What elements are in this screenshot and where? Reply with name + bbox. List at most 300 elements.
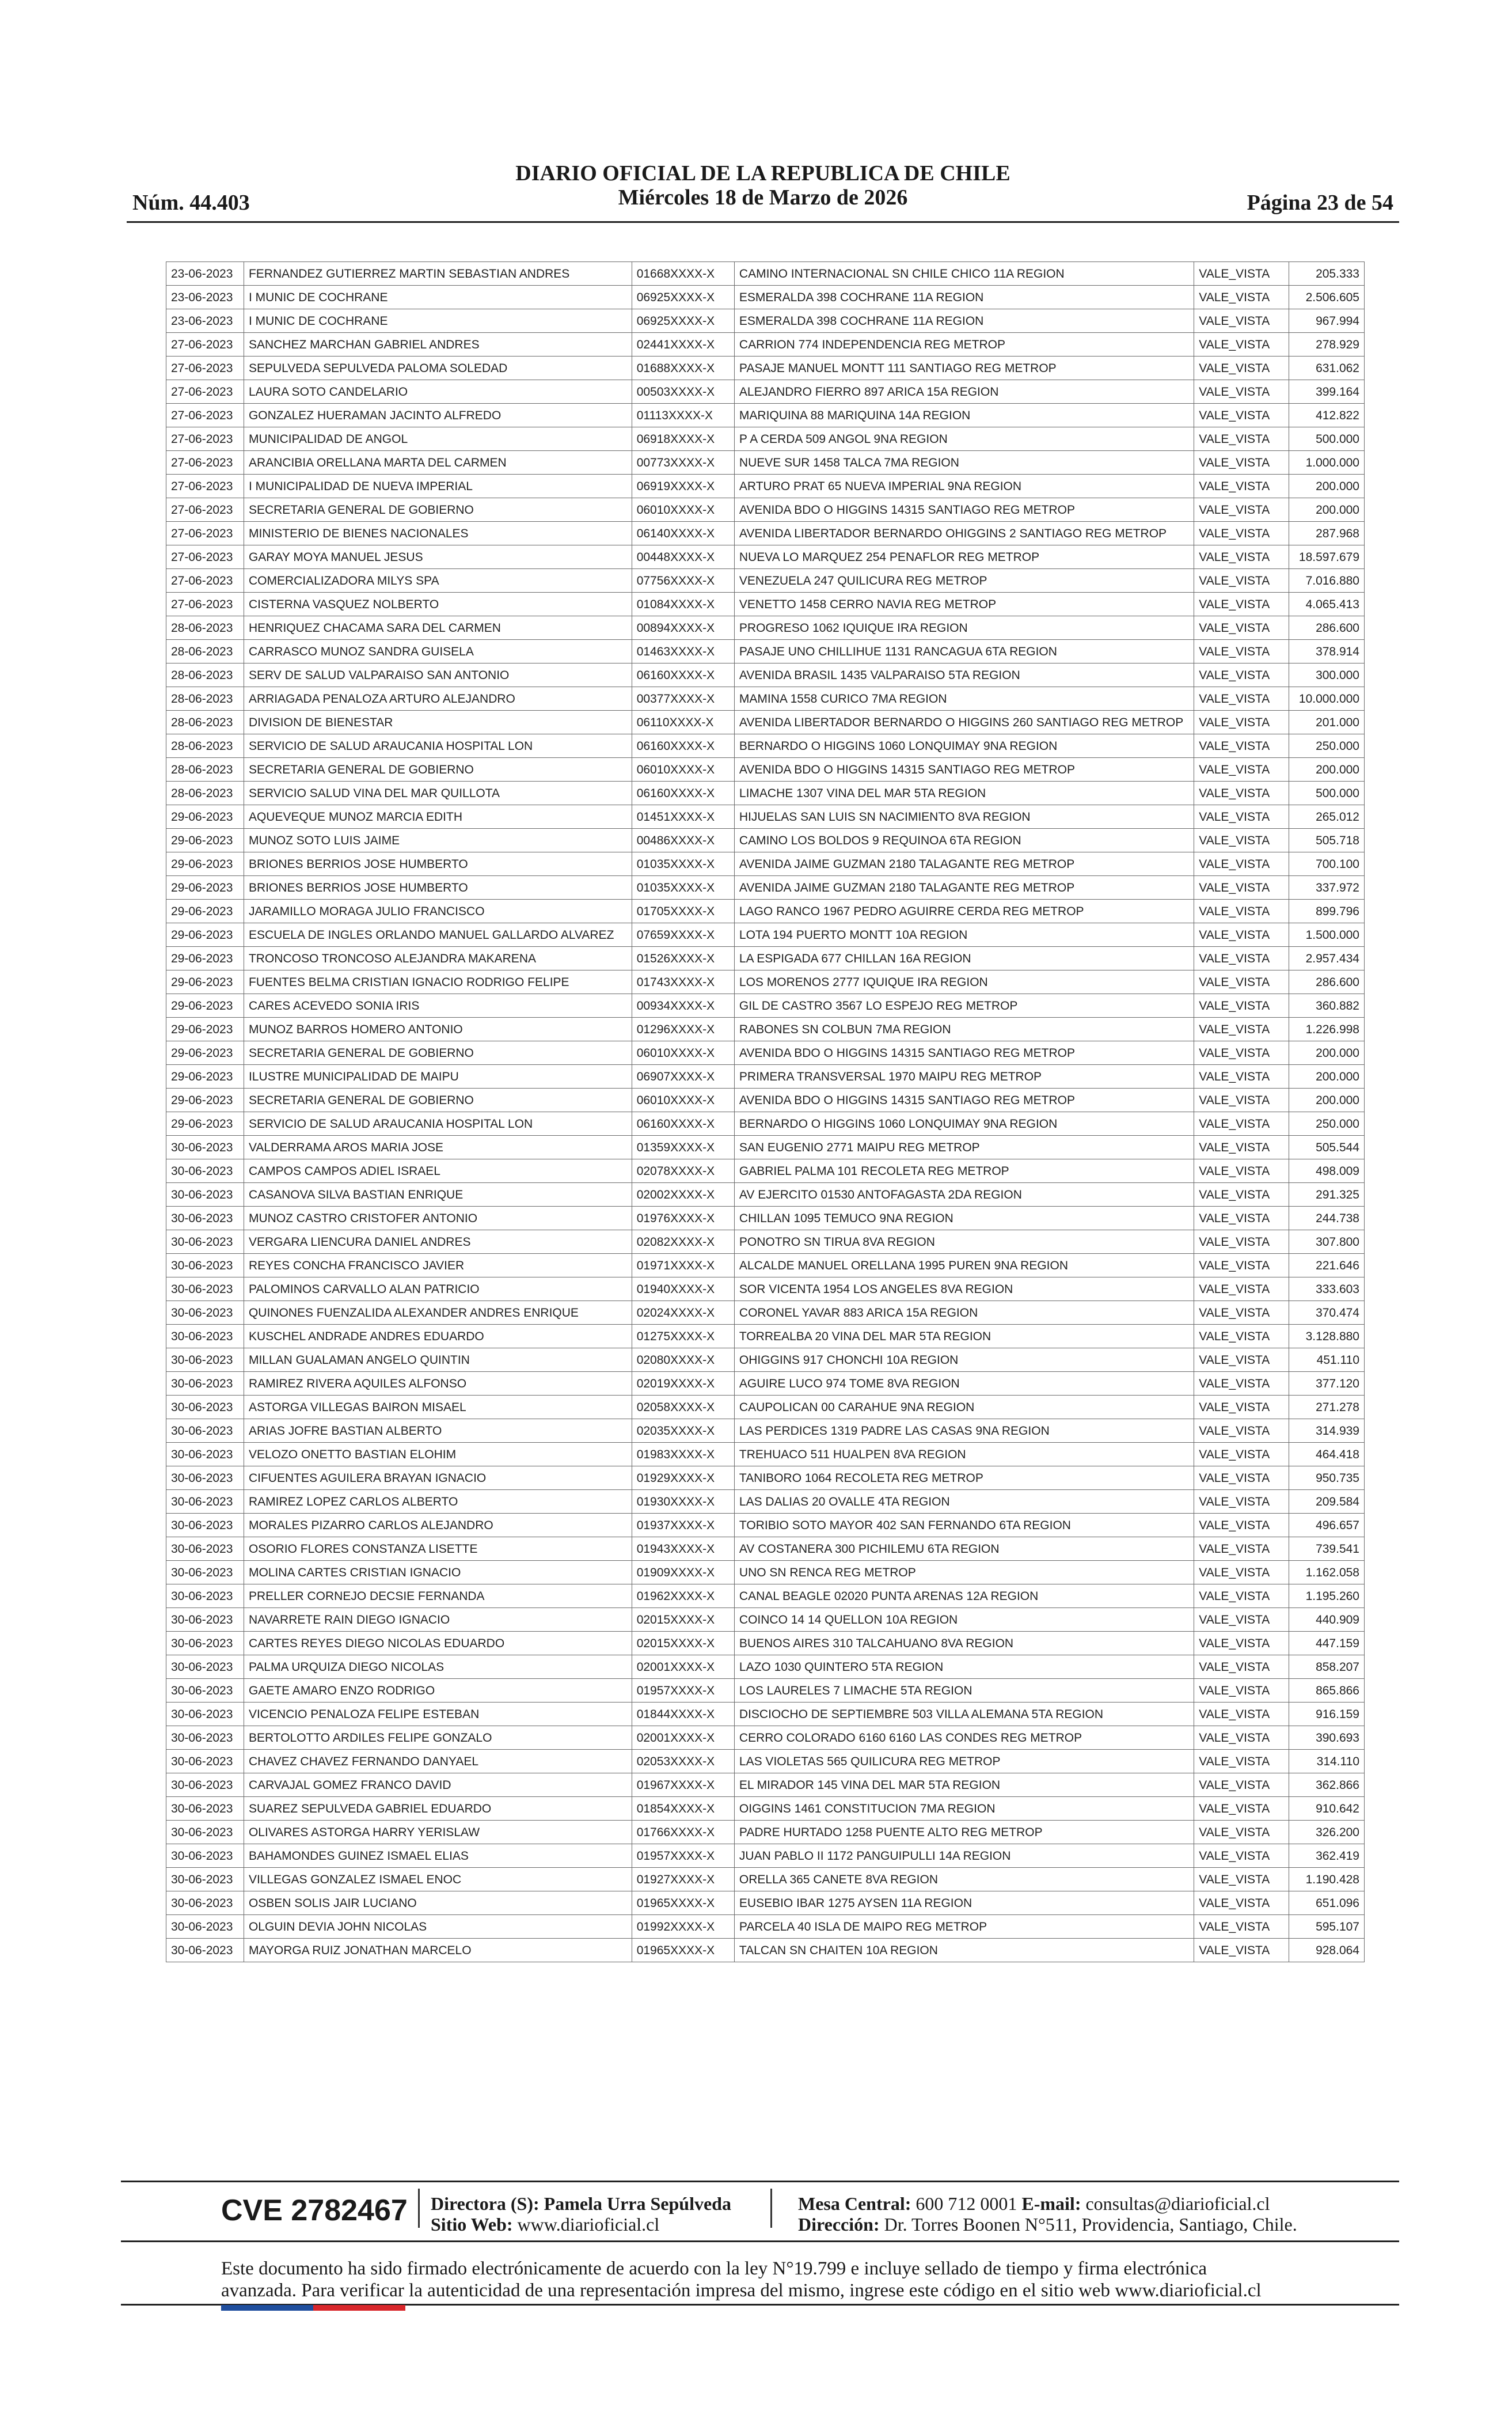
name-cell: CARVAJAL GOMEZ FRANCO DAVID <box>244 1773 632 1797</box>
address-cell: AVENIDA BDO O HIGGINS 14315 SANTIAGO REG METROP <box>734 498 1194 522</box>
name-cell: BRIONES BERRIOS JOSE HUMBERTO <box>244 876 632 900</box>
amount-cell: 631.062 <box>1289 357 1365 380</box>
rut-cell: 01275XXXX-X <box>632 1325 734 1348</box>
table-row <box>166 1868 1365 1891</box>
amount-cell: 200.000 <box>1289 758 1365 782</box>
date-cell: 30-06-2023 <box>166 1207 244 1230</box>
address-cell: LAGO RANCO 1967 PEDRO AGUIRRE CERDA REG METROP <box>734 900 1194 923</box>
name-cell: SERVICIO SALUD VINA DEL MAR QUILLOTA <box>244 782 632 805</box>
table-row <box>166 1372 1365 1396</box>
address-cell: SOR VICENTA 1954 LOS ANGELES 8VA REGION <box>734 1277 1194 1301</box>
page-number: Página 23 de 54 <box>1247 191 1393 215</box>
rut-cell: 01296XXXX-X <box>632 1018 734 1041</box>
rut-cell: 06160XXXX-X <box>632 782 734 805</box>
address-cell: BERNARDO O HIGGINS 1060 LONQUIMAY 9NA REGION <box>734 1112 1194 1136</box>
address-cell: CARRION 774 INDEPENDENCIA REG METROP <box>734 333 1194 357</box>
name-cell: SERVICIO DE SALUD ARAUCANIA HOSPITAL LON <box>244 734 632 758</box>
table-row <box>166 1797 1365 1821</box>
date-cell: 30-06-2023 <box>166 1844 244 1868</box>
rut-cell: 01084XXXX-X <box>632 593 734 616</box>
payment-method-cell: VALE_VISTA <box>1194 1608 1289 1632</box>
address-cell: AVENIDA BDO O HIGGINS 14315 SANTIAGO REG METROP <box>734 1089 1194 1112</box>
table-row <box>166 1561 1365 1584</box>
address-cell: CANAL BEAGLE 02020 PUNTA ARENAS 12A REGION <box>734 1584 1194 1608</box>
email-link[interactable]: consultas@diarioficial.cl <box>1085 2193 1270 2214</box>
amount-cell: 278.929 <box>1289 333 1365 357</box>
rut-cell: 02035XXXX-X <box>632 1419 734 1443</box>
date-cell: 30-06-2023 <box>166 1325 244 1348</box>
name-cell: I MUNICIPALIDAD DE NUEVA IMPERIAL <box>244 475 632 498</box>
footer-separator <box>770 2189 772 2228</box>
amount-cell: 200.000 <box>1289 475 1365 498</box>
payment-method-cell: VALE_VISTA <box>1194 498 1289 522</box>
payment-method-cell: VALE_VISTA <box>1194 1112 1289 1136</box>
amount-cell: 1.000.000 <box>1289 451 1365 475</box>
address-cell: NUEVA LO MARQUEZ 254 PENAFLOR REG METROP <box>734 545 1194 569</box>
date-cell: 30-06-2023 <box>166 1537 244 1561</box>
rut-cell: 01743XXXX-X <box>632 970 734 994</box>
date-cell: 29-06-2023 <box>166 852 244 876</box>
date-cell: 27-06-2023 <box>166 522 244 545</box>
rut-cell: 02015XXXX-X <box>632 1632 734 1655</box>
table-row <box>166 1584 1365 1608</box>
rut-cell: 00894XXXX-X <box>632 616 734 640</box>
address-cell: AV EJERCITO 01530 ANTOFAGASTA 2DA REGION <box>734 1183 1194 1207</box>
payment-method-cell: VALE_VISTA <box>1194 262 1289 286</box>
rut-cell: 00448XXXX-X <box>632 545 734 569</box>
name-cell: ARIAS JOFRE BASTIAN ALBERTO <box>244 1419 632 1443</box>
date-cell: 28-06-2023 <box>166 782 244 805</box>
table-row <box>166 286 1365 309</box>
payment-method-cell: VALE_VISTA <box>1194 545 1289 569</box>
table-row <box>166 1632 1365 1655</box>
payment-method-cell: VALE_VISTA <box>1194 593 1289 616</box>
amount-cell: 739.541 <box>1289 1537 1365 1561</box>
payment-method-cell: VALE_VISTA <box>1194 1207 1289 1230</box>
amount-cell: 505.544 <box>1289 1136 1365 1159</box>
table-row <box>166 1159 1365 1183</box>
date-cell: 27-06-2023 <box>166 357 244 380</box>
date-cell: 30-06-2023 <box>166 1584 244 1608</box>
table-row <box>166 593 1365 616</box>
address-cell: AGUIRE LUCO 974 TOME 8VA REGION <box>734 1372 1194 1396</box>
date-cell: 28-06-2023 <box>166 758 244 782</box>
address-cell: TANIBORO 1064 RECOLETA REG METROP <box>734 1466 1194 1490</box>
name-cell: GAETE AMARO ENZO RODRIGO <box>244 1679 632 1703</box>
rut-cell: 02001XXXX-X <box>632 1655 734 1679</box>
date-cell: 29-06-2023 <box>166 947 244 970</box>
payment-method-cell: VALE_VISTA <box>1194 994 1289 1018</box>
issue-number: Núm. 44.403 <box>132 191 250 215</box>
address-cell: ALEJANDRO FIERRO 897 ARICA 15A REGION <box>734 380 1194 404</box>
payment-method-cell: VALE_VISTA <box>1194 569 1289 593</box>
payment-method-cell: VALE_VISTA <box>1194 1230 1289 1254</box>
rut-cell: 01854XXXX-X <box>632 1797 734 1821</box>
payment-method-cell: VALE_VISTA <box>1194 1018 1289 1041</box>
header-divider <box>127 221 1399 223</box>
payment-method-cell: VALE_VISTA <box>1194 1466 1289 1490</box>
amount-cell: 337.972 <box>1289 876 1365 900</box>
payment-method-cell: VALE_VISTA <box>1194 734 1289 758</box>
date-cell: 23-06-2023 <box>166 262 244 286</box>
name-cell: QUINONES FUENZALIDA ALEXANDER ANDRES ENRIQUE <box>244 1301 632 1325</box>
rut-cell: 02015XXXX-X <box>632 1608 734 1632</box>
name-cell: CASANOVA SILVA BASTIAN ENRIQUE <box>244 1183 632 1207</box>
table-row <box>166 333 1365 357</box>
address-cell: LOTA 194 PUERTO MONTT 10A REGION <box>734 923 1194 947</box>
rut-cell: 02024XXXX-X <box>632 1301 734 1325</box>
rut-cell: 06140XXXX-X <box>632 522 734 545</box>
rut-cell: 07659XXXX-X <box>632 923 734 947</box>
date-cell: 30-06-2023 <box>166 1183 244 1207</box>
address-cell: AV COSTANERA 300 PICHILEMU 6TA REGION <box>734 1537 1194 1561</box>
address-cell: LIMACHE 1307 VINA DEL MAR 5TA REGION <box>734 782 1194 805</box>
name-cell: MUNOZ BARROS HOMERO ANTONIO <box>244 1018 632 1041</box>
rut-cell: 02078XXXX-X <box>632 1159 734 1183</box>
date-cell: 30-06-2023 <box>166 1750 244 1773</box>
date-cell: 30-06-2023 <box>166 1703 244 1726</box>
table-row <box>166 876 1365 900</box>
name-cell: CIFUENTES AGUILERA BRAYAN IGNACIO <box>244 1466 632 1490</box>
name-cell: OLIVARES ASTORGA HARRY YERISLAW <box>244 1821 632 1844</box>
name-cell: HENRIQUEZ CHACAMA SARA DEL CARMEN <box>244 616 632 640</box>
table-row <box>166 1821 1365 1844</box>
address-cell: PONOTRO SN TIRUA 8VA REGION <box>734 1230 1194 1254</box>
rut-cell: 06160XXXX-X <box>632 663 734 687</box>
name-cell: MUNOZ CASTRO CRISTOFER ANTONIO <box>244 1207 632 1230</box>
address-cell: AVENIDA BDO O HIGGINS 14315 SANTIAGO REG METROP <box>734 1041 1194 1065</box>
payment-method-cell: VALE_VISTA <box>1194 1632 1289 1655</box>
payment-method-cell: VALE_VISTA <box>1194 1821 1289 1844</box>
amount-cell: 505.718 <box>1289 829 1365 852</box>
name-cell: ARANCIBIA ORELLANA MARTA DEL CARMEN <box>244 451 632 475</box>
footer-contact-right <box>798 2193 1297 2235</box>
date-cell: 23-06-2023 <box>166 309 244 333</box>
name-cell: MILLAN GUALAMAN ANGELO QUINTIN <box>244 1348 632 1372</box>
payment-method-cell: VALE_VISTA <box>1194 970 1289 994</box>
payment-method-cell: VALE_VISTA <box>1194 1844 1289 1868</box>
payment-method-cell: VALE_VISTA <box>1194 1041 1289 1065</box>
address-cell: VENETTO 1458 CERRO NAVIA REG METROP <box>734 593 1194 616</box>
rut-cell: 01957XXXX-X <box>632 1844 734 1868</box>
date-cell: 29-06-2023 <box>166 1112 244 1136</box>
name-cell: GONZALEZ HUERAMAN JACINTO ALFREDO <box>244 404 632 427</box>
amount-cell: 307.800 <box>1289 1230 1365 1254</box>
payment-method-cell: VALE_VISTA <box>1194 1089 1289 1112</box>
address-cell: LA ESPIGADA 677 CHILLAN 16A REGION <box>734 947 1194 970</box>
rut-cell: 00377XXXX-X <box>632 687 734 711</box>
amount-cell: 1.162.058 <box>1289 1561 1365 1584</box>
name-cell: JARAMILLO MORAGA JULIO FRANCISCO <box>244 900 632 923</box>
date-cell: 27-06-2023 <box>166 498 244 522</box>
address-cell: TORIBIO SOTO MAYOR 402 SAN FERNANDO 6TA REGION <box>734 1514 1194 1537</box>
payment-method-cell: VALE_VISTA <box>1194 333 1289 357</box>
name-cell: SANCHEZ MARCHAN GABRIEL ANDRES <box>244 333 632 357</box>
address-label: Dirección: <box>798 2214 880 2235</box>
amount-cell: 2.506.605 <box>1289 286 1365 309</box>
rut-cell: 06010XXXX-X <box>632 1089 734 1112</box>
table-row <box>166 1183 1365 1207</box>
payment-method-cell: VALE_VISTA <box>1194 1419 1289 1443</box>
table-row <box>166 380 1365 404</box>
name-cell: BRIONES BERRIOS JOSE HUMBERTO <box>244 852 632 876</box>
date-cell: 30-06-2023 <box>166 1443 244 1466</box>
amount-cell: 1.226.998 <box>1289 1018 1365 1041</box>
amount-cell: 1.190.428 <box>1289 1868 1365 1891</box>
payment-method-cell: VALE_VISTA <box>1194 640 1289 663</box>
payment-method-cell: VALE_VISTA <box>1194 1301 1289 1325</box>
address-cell: CAMINO INTERNACIONAL SN CHILE CHICO 11A REGION <box>734 262 1194 286</box>
date-cell: 29-06-2023 <box>166 1018 244 1041</box>
amount-cell: 7.016.880 <box>1289 569 1365 593</box>
payment-method-cell: VALE_VISTA <box>1194 1750 1289 1773</box>
amount-cell: 447.159 <box>1289 1632 1365 1655</box>
address-cell: OHIGGINS 917 CHONCHI 10A REGION <box>734 1348 1194 1372</box>
name-cell: OSBEN SOLIS JAIR LUCIANO <box>244 1891 632 1915</box>
payment-method-cell: VALE_VISTA <box>1194 1348 1289 1372</box>
website-label: Sitio Web: <box>431 2214 513 2235</box>
amount-cell: 3.128.880 <box>1289 1325 1365 1348</box>
rut-cell: 01940XXXX-X <box>632 1277 734 1301</box>
date-cell: 30-06-2023 <box>166 1372 244 1396</box>
payment-method-cell: VALE_VISTA <box>1194 1561 1289 1584</box>
table-row <box>166 1136 1365 1159</box>
name-cell: I MUNIC DE COCHRANE <box>244 286 632 309</box>
address-cell: PARCELA 40 ISLA DE MAIPO REG METROP <box>734 1915 1194 1939</box>
rut-cell: 02080XXXX-X <box>632 1348 734 1372</box>
date-cell: 30-06-2023 <box>166 1679 244 1703</box>
amount-cell: 326.200 <box>1289 1821 1365 1844</box>
rut-cell: 01909XXXX-X <box>632 1561 734 1584</box>
address-cell: LAS DALIAS 20 OVALLE 4TA REGION <box>734 1490 1194 1514</box>
name-cell: RAMIREZ RIVERA AQUILES ALFONSO <box>244 1372 632 1396</box>
payment-method-cell: VALE_VISTA <box>1194 1679 1289 1703</box>
name-cell: CHAVEZ CHAVEZ FERNANDO DANYAEL <box>244 1750 632 1773</box>
address-cell: CHILLAN 1095 TEMUCO 9NA REGION <box>734 1207 1194 1230</box>
rut-cell: 01668XXXX-X <box>632 262 734 286</box>
table-row <box>166 1348 1365 1372</box>
name-cell: BAHAMONDES GUINEZ ISMAEL ELIAS <box>244 1844 632 1868</box>
name-cell: PRELLER CORNEJO DECSIE FERNANDA <box>244 1584 632 1608</box>
address-cell: UNO SN RENCA REG METROP <box>734 1561 1194 1584</box>
name-cell: VILLEGAS GONZALEZ ISMAEL ENOC <box>244 1868 632 1891</box>
rut-cell: 01965XXXX-X <box>632 1939 734 1962</box>
payment-method-cell: VALE_VISTA <box>1194 1159 1289 1183</box>
table-row <box>166 616 1365 640</box>
rut-cell: 02019XXXX-X <box>632 1372 734 1396</box>
payment-method-cell: VALE_VISTA <box>1194 357 1289 380</box>
amount-cell: 865.866 <box>1289 1679 1365 1703</box>
table-row <box>166 829 1365 852</box>
date-cell: 27-06-2023 <box>166 545 244 569</box>
address-cell: TREHUACO 511 HUALPEN 8VA REGION <box>734 1443 1194 1466</box>
name-cell: VICENCIO PENALOZA FELIPE ESTEBAN <box>244 1703 632 1726</box>
amount-cell: 370.474 <box>1289 1301 1365 1325</box>
address-cell: LAS PERDICES 1319 PADRE LAS CASAS 9NA REGION <box>734 1419 1194 1443</box>
payments-table <box>166 261 1365 1962</box>
date-cell: 30-06-2023 <box>166 1726 244 1750</box>
payment-method-cell: VALE_VISTA <box>1194 829 1289 852</box>
date-cell: 27-06-2023 <box>166 569 244 593</box>
payment-method-cell: VALE_VISTA <box>1194 380 1289 404</box>
address-cell: PASAJE MANUEL MONTT 111 SANTIAGO REG METROP <box>734 357 1194 380</box>
payment-method-cell: VALE_VISTA <box>1194 1726 1289 1750</box>
table-row <box>166 900 1365 923</box>
name-cell: PALOMINOS CARVALLO ALAN PATRICIO <box>244 1277 632 1301</box>
rut-cell: 01962XXXX-X <box>632 1584 734 1608</box>
amount-cell: 209.584 <box>1289 1490 1365 1514</box>
rut-cell: 06918XXXX-X <box>632 427 734 451</box>
name-cell: CARTES REYES DIEGO NICOLAS EDUARDO <box>244 1632 632 1655</box>
table-row <box>166 1065 1365 1089</box>
amount-cell: 205.333 <box>1289 262 1365 286</box>
table-row <box>166 522 1365 545</box>
name-cell: MUNICIPALIDAD DE ANGOL <box>244 427 632 451</box>
payment-method-cell: VALE_VISTA <box>1194 923 1289 947</box>
name-cell: ARRIAGADA PENALOZA ARTURO ALEJANDRO <box>244 687 632 711</box>
table-row <box>166 1773 1365 1797</box>
table-row <box>166 1514 1365 1537</box>
name-cell: MORALES PIZARRO CARLOS ALEJANDRO <box>244 1514 632 1537</box>
date-cell: 30-06-2023 <box>166 1514 244 1537</box>
rut-cell: 00503XXXX-X <box>632 380 734 404</box>
date-cell: 27-06-2023 <box>166 333 244 357</box>
rut-cell: 01937XXXX-X <box>632 1514 734 1537</box>
amount-cell: 291.325 <box>1289 1183 1365 1207</box>
name-cell: CAMPOS CAMPOS ADIEL ISRAEL <box>244 1159 632 1183</box>
date-cell: 30-06-2023 <box>166 1466 244 1490</box>
payment-method-cell: VALE_VISTA <box>1194 1797 1289 1821</box>
name-cell: SERV DE SALUD VALPARAISO SAN ANTONIO <box>244 663 632 687</box>
rut-cell: 01967XXXX-X <box>632 1773 734 1797</box>
director-label: Directora (S): <box>431 2193 540 2214</box>
payment-method-cell: VALE_VISTA <box>1194 687 1289 711</box>
footer-divider-middle <box>121 2240 1399 2242</box>
table-row <box>166 1750 1365 1773</box>
payment-method-cell: VALE_VISTA <box>1194 1183 1289 1207</box>
payment-method-cell: VALE_VISTA <box>1194 1584 1289 1608</box>
amount-cell: 201.000 <box>1289 711 1365 734</box>
table-row <box>166 309 1365 333</box>
date-cell: 30-06-2023 <box>166 1868 244 1891</box>
table-row <box>166 1396 1365 1419</box>
amount-cell: 333.603 <box>1289 1277 1365 1301</box>
payment-method-cell: VALE_VISTA <box>1194 286 1289 309</box>
address-cell: ESMERALDA 398 COCHRANE 11A REGION <box>734 286 1194 309</box>
payment-method-cell: VALE_VISTA <box>1194 900 1289 923</box>
address-cell: OIGGINS 1461 CONSTITUCION 7MA REGION <box>734 1797 1194 1821</box>
amount-cell: 286.600 <box>1289 616 1365 640</box>
address-cell: TORREALBA 20 VINA DEL MAR 5TA REGION <box>734 1325 1194 1348</box>
address-cell: BUENOS AIRES 310 TALCAHUANO 8VA REGION <box>734 1632 1194 1655</box>
name-cell: OLGUIN DEVIA JOHN NICOLAS <box>244 1915 632 1939</box>
payment-method-cell: VALE_VISTA <box>1194 1065 1289 1089</box>
table-row <box>166 1277 1365 1301</box>
disclaimer-line: avanzada. Para verificar la autenticidad de una representación impresa del mismo, ingrese este código en el sitio web www.diarioficial.cl <box>221 2280 1262 2301</box>
payment-method-cell: VALE_VISTA <box>1194 782 1289 805</box>
table-row <box>166 451 1365 475</box>
table-row <box>166 1254 1365 1277</box>
address-cell: ESMERALDA 398 COCHRANE 11A REGION <box>734 309 1194 333</box>
date-cell: 29-06-2023 <box>166 876 244 900</box>
website-link[interactable]: www.diarioficial.cl <box>517 2214 660 2235</box>
table-row <box>166 852 1365 876</box>
table-row <box>166 782 1365 805</box>
table-row <box>166 1089 1365 1112</box>
name-cell: RAMIREZ LOPEZ CARLOS ALBERTO <box>244 1490 632 1514</box>
amount-cell: 700.100 <box>1289 852 1365 876</box>
amount-cell: 950.735 <box>1289 1466 1365 1490</box>
rut-cell: 06110XXXX-X <box>632 711 734 734</box>
cve-code: CVE 2782467 <box>221 2194 408 2227</box>
date-cell: 29-06-2023 <box>166 994 244 1018</box>
name-cell: SUAREZ SEPULVEDA GABRIEL EDUARDO <box>244 1797 632 1821</box>
payment-method-cell: VALE_VISTA <box>1194 1136 1289 1159</box>
name-cell: SERVICIO DE SALUD ARAUCANIA HOSPITAL LON <box>244 1112 632 1136</box>
date-cell: 30-06-2023 <box>166 1821 244 1844</box>
amount-cell: 651.096 <box>1289 1891 1365 1915</box>
payment-method-cell: VALE_VISTA <box>1194 1514 1289 1537</box>
name-cell: SEPULVEDA SEPULVEDA PALOMA SOLEDAD <box>244 357 632 380</box>
rut-cell: 02441XXXX-X <box>632 333 734 357</box>
address-cell: CORONEL YAVAR 883 ARICA 15A REGION <box>734 1301 1194 1325</box>
address-cell: SAN EUGENIO 2771 MAIPU REG METROP <box>734 1136 1194 1159</box>
table-row <box>166 1207 1365 1230</box>
date-cell: 30-06-2023 <box>166 1490 244 1514</box>
amount-cell: 390.693 <box>1289 1726 1365 1750</box>
rut-cell: 06160XXXX-X <box>632 734 734 758</box>
name-cell: MUNOZ SOTO LUIS JAIME <box>244 829 632 852</box>
amount-cell: 910.642 <box>1289 1797 1365 1821</box>
table-row <box>166 404 1365 427</box>
payment-method-cell: VALE_VISTA <box>1194 1396 1289 1419</box>
address-cell: MAMINA 1558 CURICO 7MA REGION <box>734 687 1194 711</box>
amount-cell: 360.882 <box>1289 994 1365 1018</box>
date-cell: 27-06-2023 <box>166 404 244 427</box>
table-row <box>166 923 1365 947</box>
address-cell: NUEVE SUR 1458 TALCA 7MA REGION <box>734 451 1194 475</box>
rut-cell: 00934XXXX-X <box>632 994 734 1018</box>
rut-cell: 07756XXXX-X <box>632 569 734 593</box>
amount-cell: 250.000 <box>1289 1112 1365 1136</box>
date-cell: 27-06-2023 <box>166 593 244 616</box>
payment-method-cell: VALE_VISTA <box>1194 1277 1289 1301</box>
address-cell: ARTURO PRAT 65 NUEVA IMPERIAL 9NA REGION <box>734 475 1194 498</box>
amount-cell: 200.000 <box>1289 1065 1365 1089</box>
payment-method-cell: VALE_VISTA <box>1194 663 1289 687</box>
name-cell: ASTORGA VILLEGAS BAIRON MISAEL <box>244 1396 632 1419</box>
rut-cell: 06010XXXX-X <box>632 1041 734 1065</box>
date-cell: 28-06-2023 <box>166 711 244 734</box>
date-cell: 27-06-2023 <box>166 380 244 404</box>
address-cell: LOS LAURELES 7 LIMACHE 5TA REGION <box>734 1679 1194 1703</box>
amount-cell: 314.110 <box>1289 1750 1365 1773</box>
name-cell: I MUNIC DE COCHRANE <box>244 309 632 333</box>
payment-method-cell: VALE_VISTA <box>1194 1939 1289 1962</box>
address-cell: RABONES SN COLBUN 7MA REGION <box>734 1018 1194 1041</box>
payment-method-cell: VALE_VISTA <box>1194 758 1289 782</box>
rut-cell: 02002XXXX-X <box>632 1183 734 1207</box>
rut-cell: 00773XXXX-X <box>632 451 734 475</box>
table-row <box>166 687 1365 711</box>
table-row <box>166 1726 1365 1750</box>
name-cell: DIVISION DE BIENESTAR <box>244 711 632 734</box>
rut-cell: 01844XXXX-X <box>632 1703 734 1726</box>
address-cell: ORELLA 365 CANETE 8VA REGION <box>734 1868 1194 1891</box>
rut-cell: 01971XXXX-X <box>632 1254 734 1277</box>
address-cell: LAZO 1030 QUINTERO 5TA REGION <box>734 1655 1194 1679</box>
amount-cell: 286.600 <box>1289 970 1365 994</box>
